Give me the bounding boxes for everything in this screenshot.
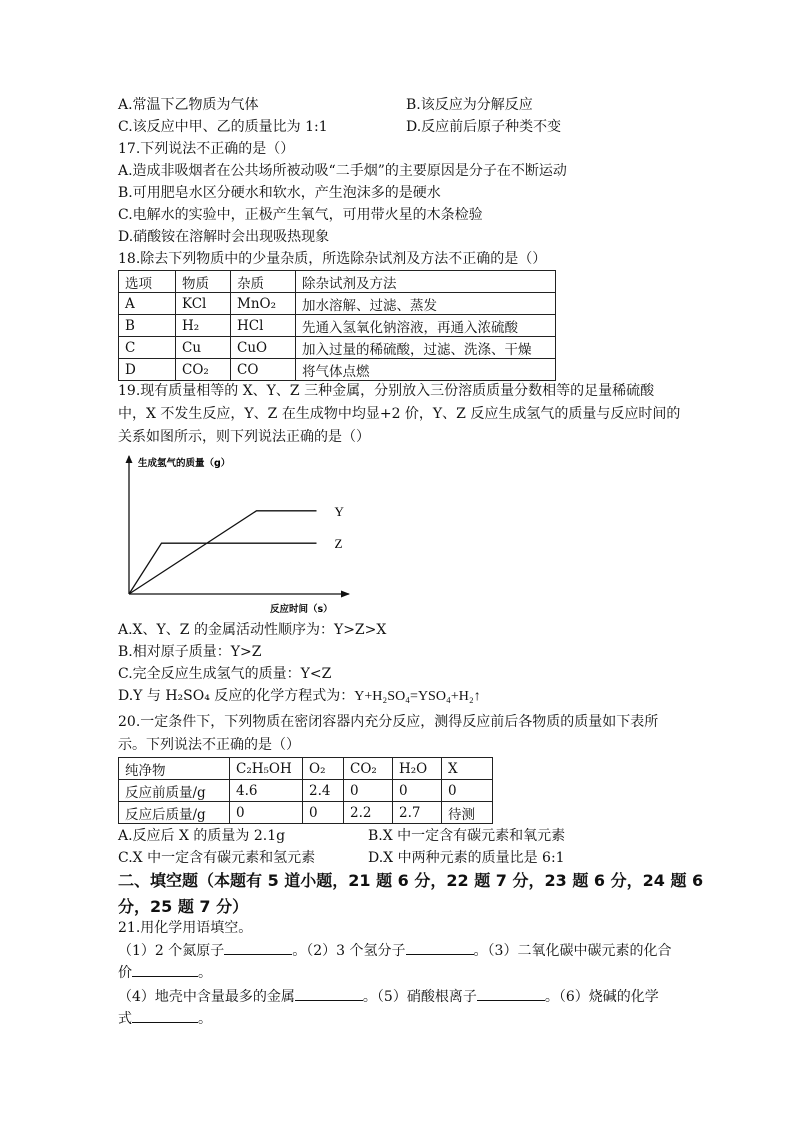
table-header-cell: O₂ [303, 758, 344, 780]
table-cell: 将气体点燃 [296, 359, 556, 381]
q21-line3 [118, 986, 659, 1007]
answer-blank-6[interactable] [132, 1008, 198, 1023]
y-axis-label: 生成氢气的质量（g） [138, 458, 231, 469]
hydrogen-mass-chart [118, 452, 358, 620]
q21-item-4-label: （4）地壳中含量最多的金属 [118, 989, 295, 1005]
q21-item-1-label: （1）2 个氮原子 [118, 943, 225, 959]
table-row [119, 337, 556, 359]
table-header-cell: H₂O [393, 758, 442, 780]
q20-table [118, 757, 493, 824]
table-cell: 2.4 [303, 780, 344, 802]
table-cell: Cu [176, 337, 231, 359]
table-header-row [119, 758, 493, 780]
q19-option-d-equation: Y+H₂SO₄=YSO₄+H₂↑ [354, 689, 481, 704]
table-cell: MnO₂ [231, 293, 296, 315]
q21-item-3-label: 。（3）二氧化碳中碳元素的化合 [473, 943, 672, 959]
series-label-y: Y [334, 503, 344, 519]
q20-option-d: D.X 中两种元素的质量比是 6:1 [368, 850, 565, 866]
table-cell: D [119, 359, 176, 381]
q21-item-5-label: 。（5）硝酸根离子 [362, 989, 477, 1005]
table-cell: B [119, 315, 176, 337]
q20-option-b: B.X 中一定含有碳元素和氧元素 [368, 828, 566, 844]
series-line-z [129, 543, 317, 594]
table-cell: 0 [303, 802, 344, 824]
table-header-cell: CO₂ [344, 758, 393, 780]
table-cell: 0 [344, 780, 393, 802]
q17-stem: 17.下列说法不正确的是（） [118, 141, 295, 157]
table-cell: CO₂ [176, 359, 231, 381]
q19-option-d [118, 686, 481, 707]
answer-blank-2[interactable] [406, 940, 474, 955]
table-header-cell: 杂质 [231, 271, 296, 293]
table-cell: CO [231, 359, 296, 381]
q17-option-c: C.电解水的实验中，正极产生氧气，可用带火星的木条检验 [118, 207, 483, 223]
q21-line2-end: 。 [198, 965, 212, 981]
q17-option-a: A.造成非吸烟者在公共场所被动吸“二手烟”的主要原因是分子在不断运动 [118, 163, 567, 179]
q17-option-d: D.硝酸铵在溶解时会出现吸热现象 [118, 229, 330, 245]
table-cell: 先通入氢氧化钠溶液，再通入浓硫酸 [296, 315, 556, 337]
q19-option-d-prefix: D.Y 与 H₂SO₄ 反应的化学方程式为： [118, 688, 355, 704]
series-label-z: Z [334, 536, 343, 552]
q19-option-b: B.相对原子质量：Y>Z [118, 644, 262, 660]
table-cell: 2.7 [393, 802, 442, 824]
table-cell: C [119, 337, 176, 359]
table-header-cell: 选项 [119, 271, 176, 293]
answer-blank-1[interactable] [224, 940, 292, 955]
table-cell: 0 [230, 802, 303, 824]
q19-option-a: A.X、Y、Z 的金属活动性顺序为：Y>Z>X [118, 622, 387, 638]
table-row [119, 293, 556, 315]
q18-stem: 18.除去下列物质中的少量杂质，所选除杂试剂及方法不正确的是（） [118, 251, 547, 267]
table-cell: HCl [231, 315, 296, 337]
table-header-cell: 除杂试剂及方法 [296, 271, 556, 293]
q20-stem-line2: 示。下列说法不正确的是（） [118, 737, 300, 753]
q21-stem: 21.用化学用语填空。 [118, 920, 253, 936]
table-header-cell: 纯净物 [119, 758, 230, 780]
y-axis-arrow [126, 455, 133, 463]
table-cell: H₂ [176, 315, 231, 337]
table-cell: CuO [231, 337, 296, 359]
answer-blank-3[interactable] [132, 962, 198, 977]
q18-table [118, 270, 556, 381]
table-cell: 加水溶解、过滤、蒸发 [296, 293, 556, 315]
q19-option-c: C.完全反应生成氢气的质量：Y<Z [118, 666, 332, 682]
table-cell: 0 [442, 780, 493, 802]
table-header-cell: 物质 [176, 271, 231, 293]
x-axis-arrow [341, 591, 350, 598]
table-header-cell: C₂H₅OH [230, 758, 303, 780]
table-cell: 2.2 [344, 802, 393, 824]
q19-stem-line2: 中，X 不发生反应，Y、Z 在生成物中均显+2 价，Y、Z 反应生成氢气的质量与反应时间的 [118, 406, 681, 422]
q16-option-b: B.该反应为分解反应 [406, 97, 533, 113]
q20-stem-line1: 20.一定条件下，下列物质在密闭容器内充分反应，测得反应前后各物质的质量如下表所 [118, 714, 659, 730]
table-row [119, 780, 493, 802]
q21-line2 [118, 962, 212, 983]
q21-item-6-label: 。（6）烧碱的化学 [544, 989, 659, 1005]
table-cell: 0 [393, 780, 442, 802]
q16-option-c: C.该反应中甲、乙的质量比为 1:1 [118, 119, 328, 135]
q21-item-6-label-cont: 式 [118, 1011, 132, 1027]
table-cell: 待测 [442, 802, 493, 824]
section-heading-line1: 二、填空题（本题有 5 道小题，21 题 6 分，22 题 7 分，23 题 6 分，24 题 6 [118, 871, 704, 890]
table-cell: 4.6 [230, 780, 303, 802]
q19-stem-line1: 19.现有质量相等的 X、Y、Z 三种金属，分别放入三份溶质质量分数相等的足量稀硫酸 [118, 383, 655, 399]
table-row [119, 315, 556, 337]
q17-option-b: B.可用肥皂水区分硬水和软水，产生泡沫多的是硬水 [118, 185, 441, 201]
q16-option-d: D.反应前后原子种类不变 [406, 119, 562, 135]
q21-line4-end: 。 [198, 1011, 212, 1027]
series-line-y [129, 511, 317, 594]
q21-item-3-label-cont: 价 [118, 965, 132, 981]
table-header-row [119, 271, 556, 293]
q20-option-c: C.X 中一定含有碳元素和氢元素 [118, 850, 316, 866]
q21-line1 [118, 940, 671, 961]
x-axis-label: 反应时间（s） [270, 604, 333, 615]
answer-blank-4[interactable] [295, 986, 363, 1001]
table-cell: KCl [176, 293, 231, 315]
answer-blank-5[interactable] [477, 986, 545, 1001]
q20-option-a: A.反应后 X 的质量为 2.1g [118, 828, 286, 844]
table-cell: A [119, 293, 176, 315]
q21-line4 [118, 1008, 212, 1029]
table-cell: 加入过量的稀硫酸，过滤、洗涤、干燥 [296, 337, 556, 359]
q16-option-a: A.常温下乙物质为气体 [118, 97, 259, 113]
q19-stem-line3: 关系如图所示，则下列说法正确的是（） [118, 429, 370, 445]
table-row [119, 359, 556, 381]
table-cell: 反应后质量/g [119, 802, 230, 824]
table-header-cell: X [442, 758, 493, 780]
q21-item-2-label: 。（2）3 个氢分子 [292, 943, 406, 959]
table-cell: 反应前质量/g [119, 780, 230, 802]
table-row [119, 802, 493, 824]
section-heading-line2: 分，25 题 7 分） [118, 897, 249, 916]
